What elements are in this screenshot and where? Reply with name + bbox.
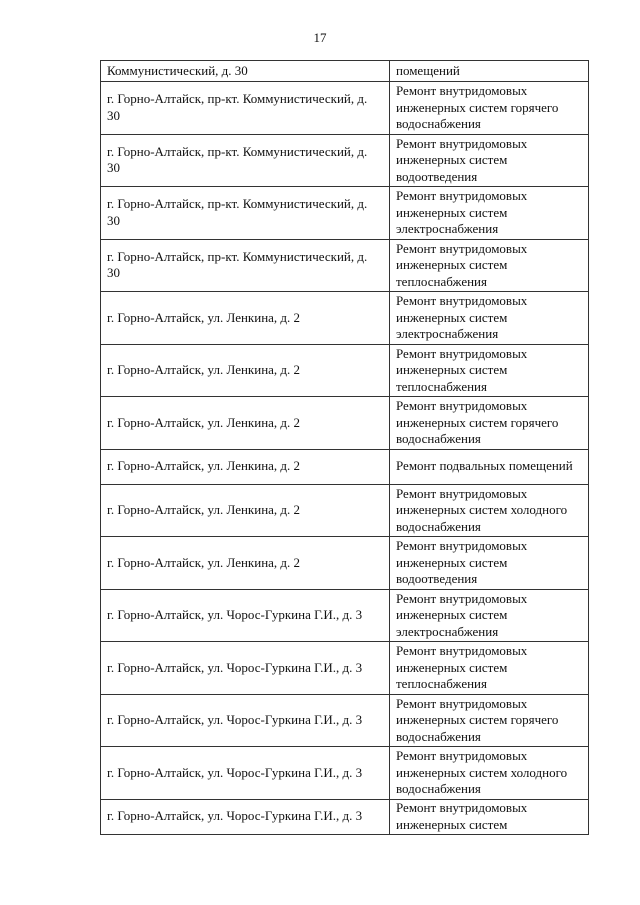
table-row — [101, 134, 589, 187]
table-row — [101, 292, 589, 345]
table-row — [101, 537, 589, 590]
address-cell — [101, 187, 390, 240]
work-type-cell — [390, 397, 589, 450]
address-text: г. Горно-Алтайск, пр-кт. Коммунистический, д. 30 — [107, 143, 368, 176]
address-cell — [101, 344, 390, 397]
address-text: г. Горно-Алтайск, пр-кт. Коммунистический, д. 30 — [107, 196, 368, 228]
address-text: г. Горно-Алтайск, ул. Чорос-Гуркина Г.И., д. 3 — [107, 712, 363, 727]
address-text: г. Горно-Алтайск, ул. Ленкина, д. 2 — [107, 458, 301, 474]
address-cell — [101, 397, 390, 450]
page-number: 17 — [313, 30, 327, 45]
address-text: г. Горно-Алтайск, ул. Чорос-Гуркина Г.И., д. 3 — [107, 808, 363, 824]
address-text: г. Горно-Алтайск, ул. Чорос-Гуркина Г.И., д. 3 — [107, 764, 363, 780]
work-type-text: Ремонт подвальных помещений — [396, 458, 573, 474]
table-row — [101, 589, 589, 642]
address-cell — [101, 589, 390, 642]
table-row — [101, 484, 589, 537]
address-cell — [101, 449, 390, 484]
address-cell — [101, 747, 390, 800]
address-text: г. Горно-Алтайск, ул. Ленкина, д. 2 — [107, 502, 301, 517]
work-type-cell — [390, 61, 589, 82]
work-type-text: Ремонт внутридомовых инженерных систем горячего водоснабжения — [396, 83, 559, 131]
work-type-cell — [390, 799, 589, 834]
address-text: г. Горно-Алтайск, пр-кт. Коммунистический, д. 30 — [107, 248, 368, 281]
work-type-cell — [390, 537, 589, 590]
address-cell — [101, 537, 390, 590]
work-type-text: Ремонт внутридомовых инженерных систем холодного водоснабжения — [396, 748, 568, 796]
work-type-text: Ремонт внутридомовых инженерных систем горячего водоснабжения — [396, 695, 559, 744]
table-row — [101, 61, 589, 82]
table-row — [101, 642, 589, 695]
work-type-cell — [390, 694, 589, 747]
work-type-cell — [390, 292, 589, 345]
work-type-text: Ремонт внутридомовых инженерных систем теплоснабжения — [396, 345, 528, 394]
table-body — [101, 61, 589, 835]
address-text: г. Горно-Алтайск, ул. Чорос-Гуркина Г.И., д. 3 — [107, 607, 363, 622]
work-type-cell — [390, 747, 589, 800]
work-type-cell — [390, 134, 589, 187]
work-type-cell — [390, 344, 589, 397]
address-text: г. Горно-Алтайск, ул. Ленкина, д. 2 — [107, 362, 301, 377]
table-row — [101, 187, 589, 240]
work-type-cell — [390, 239, 589, 292]
repair-works-table — [100, 60, 589, 835]
work-type-text: Ремонт внутридомовых инженерных систем электроснабжения — [396, 293, 528, 341]
table-row — [101, 799, 589, 834]
work-type-text: Ремонт внутридомовых инженерных систем горячего водоснабжения — [396, 398, 559, 446]
address-cell — [101, 799, 390, 834]
work-type-cell — [390, 642, 589, 695]
work-type-cell — [390, 589, 589, 642]
table-row — [101, 397, 589, 450]
address-cell — [101, 82, 390, 135]
table-row — [101, 694, 589, 747]
address-text: Коммунистический, д. 30 — [107, 62, 248, 78]
table-row — [101, 344, 589, 397]
table-row — [101, 239, 589, 292]
address-cell — [101, 694, 390, 747]
work-type-cell — [390, 187, 589, 240]
address-cell — [101, 239, 390, 292]
table-row — [101, 82, 589, 135]
address-cell — [101, 292, 390, 345]
address-text: г. Горно-Алтайск, ул. Чорос-Гуркина Г.И., д. 3 — [107, 659, 363, 675]
work-type-text: помещений — [396, 62, 460, 78]
address-cell — [101, 642, 390, 695]
address-text: г. Горно-Алтайск, ул. Ленкина, д. 2 — [107, 414, 301, 430]
address-text: г. Горно-Алтайск, ул. Ленкина, д. 2 — [107, 309, 301, 325]
work-type-text: Ремонт внутридомовых инженерных систем водоотведения — [396, 538, 528, 586]
work-type-text: Ремонт внутридомовых инженерных систем холодного водоснабжения — [396, 485, 568, 534]
table-row — [101, 449, 589, 484]
work-type-cell — [390, 82, 589, 135]
work-type-text: Ремонт внутридомовых инженерных систем — [396, 800, 528, 832]
table-row — [101, 747, 589, 800]
address-cell — [101, 61, 390, 82]
address-text: г. Горно-Алтайск, ул. Ленкина, д. 2 — [107, 554, 301, 570]
address-cell — [101, 134, 390, 187]
work-type-text: Ремонт внутридомовых инженерных систем теплоснабжения — [396, 240, 528, 289]
work-type-cell — [390, 484, 589, 537]
work-type-text: Ремонт внутридомовых инженерных систем электроснабжения — [396, 590, 528, 639]
work-type-text: Ремонт внутридомовых инженерных систем теплоснабжения — [396, 643, 528, 691]
work-type-cell — [390, 449, 589, 484]
address-cell — [101, 484, 390, 537]
address-text: г. Горно-Алтайск, пр-кт. Коммунистический, д. 30 — [107, 91, 368, 123]
work-type-text: Ремонт внутридомовых инженерных систем водоотведения — [396, 135, 528, 184]
work-type-text: Ремонт внутридомовых инженерных систем электроснабжения — [396, 188, 528, 236]
